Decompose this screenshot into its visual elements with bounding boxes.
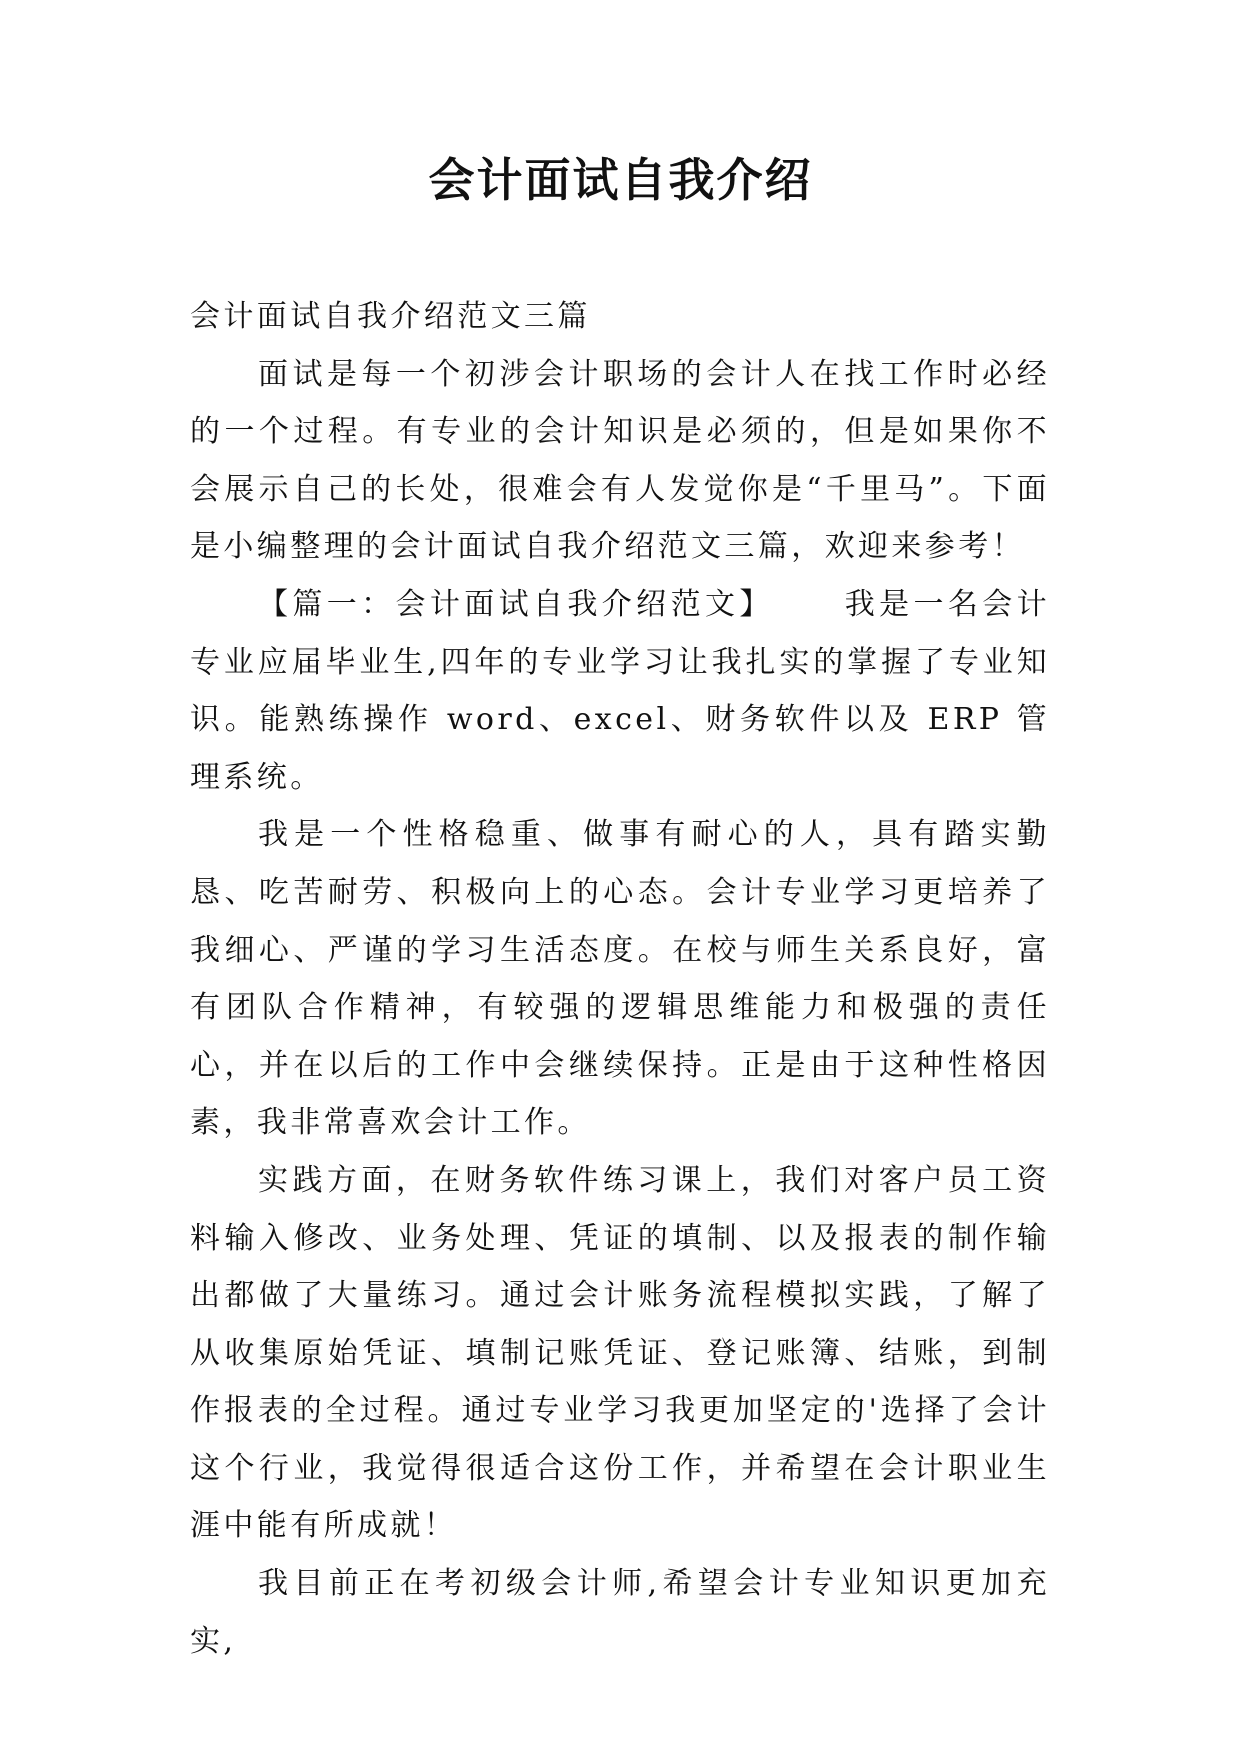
section1-first-paragraph <box>190 576 1050 806</box>
intro-paragraph: 面试是每一个初涉会计职场的会计人在找工作时必经的一个过程。有专业的会计知识是必须的，但是如果你不会展示自己的长处，很难会有人发觉你是“千里马”。下面是小编整理的会计面试自我介绍范文三篇，欢迎来参考！ <box>190 356 1050 565</box>
section1-paragraph-2: 我是一个性格稳重、做事有耐心的人，具有踏实勤恳、吃苦耐劳、积极向上的心态。会计专业学习更培养了我细心、严谨的学习生活态度。在校与师生关系良好，富有团队合作精神，有较强的逻辑思维能力和极强的责任心，并在以后的工作中会继续保持。正是由于这种性格因素，我非常喜欢会计工作。 <box>190 817 1050 1141</box>
document-body <box>190 288 1050 1670</box>
document-subtitle: 会计面试自我介绍范文三篇 <box>190 299 591 334</box>
document-title: 会计面试自我介绍 <box>428 153 813 207</box>
section1-paragraph-1: 我是一名会计专业应届毕业生,四年的专业学习让我扎实的掌握了专业知识。能熟练操作 word、excel、财务软件以及 ERP 管理系统。 <box>190 586 1051 795</box>
section1-heading: 【篇一：会计面试自我介绍范文】 <box>258 586 774 622</box>
section1-paragraph-3: 实践方面，在财务软件练习课上，我们对客户员工资料输入修改、业务处理、凭证的填制、以及报表的制作输出都做了大量练习。通过会计账务流程模拟实践，了解了从收集原始凭证、填制记账凭证、登记账簿、结账，到制作报表的全过程。通过专业学习我更加坚定的'选择了会计这个行业，我觉得很适合这份工作，并希望在会计职业生涯中能有所成就！ <box>190 1162 1050 1544</box>
section1-paragraph-4: 我目前正在考初级会计师,希望会计专业知识更加充实, <box>190 1566 1050 1659</box>
